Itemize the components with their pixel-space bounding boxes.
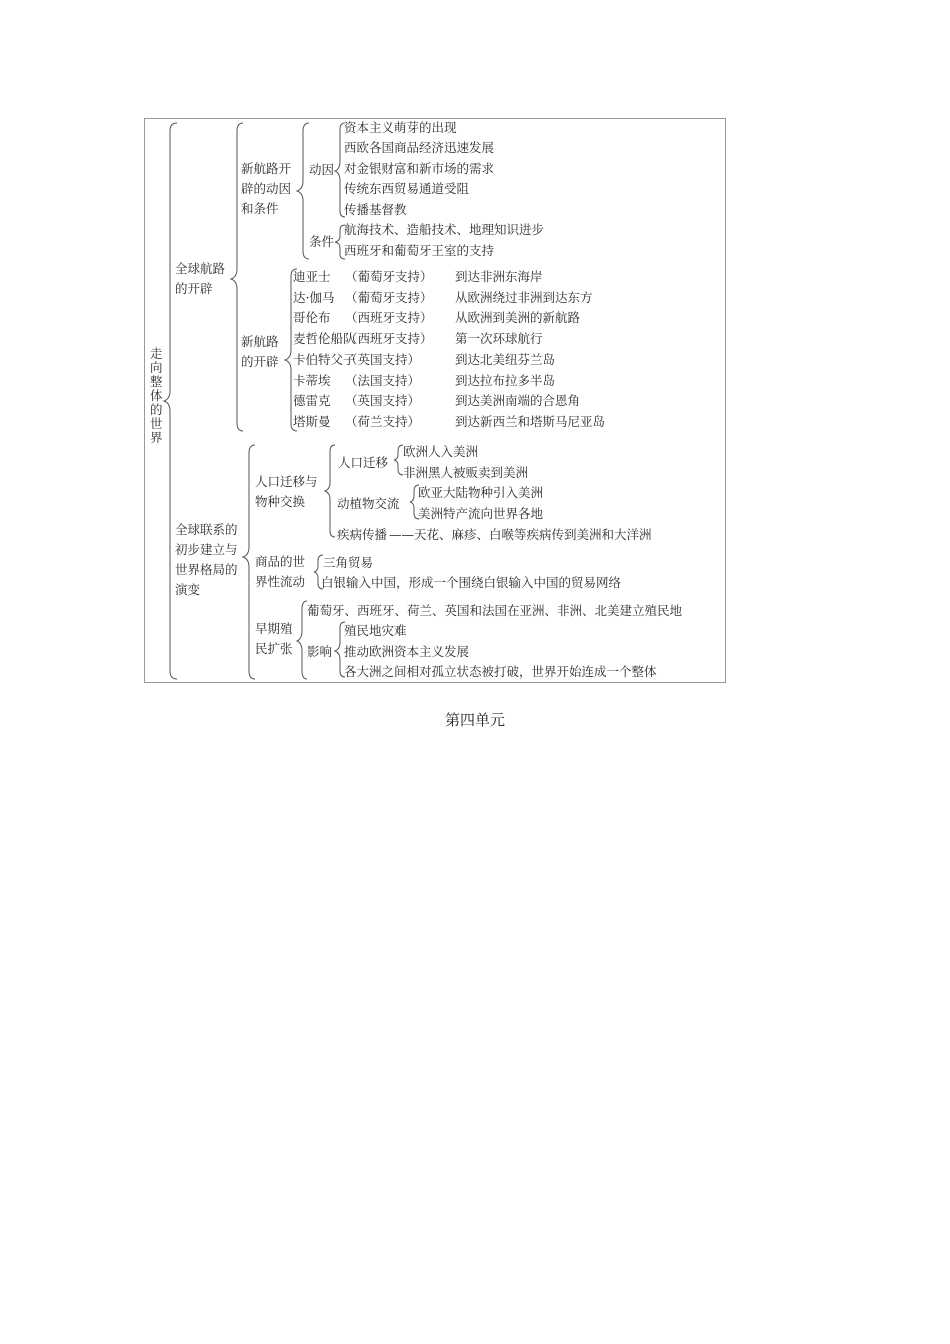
route-support: （英国支持） [345, 351, 421, 367]
root-label: 走向整体的世界 [150, 346, 163, 445]
route-route: 从欧洲绕过非洲到达东方 [455, 289, 593, 305]
condition-item: 航海技术、造船技术、地理知识进步 [344, 222, 545, 237]
route-support: （葡萄牙支持） [345, 289, 433, 305]
route-route: 到达新西兰和塔斯马尼亚岛 [455, 413, 606, 429]
motive-item: 西欧各国商品经济迅速发展 [344, 140, 495, 155]
route-route: 到达非洲东海岸 [455, 269, 543, 284]
knowledge-tree-diagram [144, 118, 726, 683]
route-support: （英国支持） [345, 393, 421, 409]
route-route: 第一次环球航行 [455, 331, 543, 347]
route-support: （葡萄牙支持） [345, 269, 433, 284]
route-name: 迪亚士 [293, 269, 331, 284]
route-name: 哥伦布 [293, 310, 331, 326]
part2-title: 全球联系的初步建立与世界格局的演变 [175, 522, 238, 597]
route-support: （西班牙支持） [345, 331, 433, 347]
motive-block-title: 新航路开辟的动因和条件 [241, 161, 292, 216]
motive-item: 传播基督教 [344, 202, 407, 217]
route-route: 到达美洲南端的合恩角 [455, 393, 581, 409]
part1-title: 全球航路的开辟 [175, 261, 226, 296]
colonial-fact: 葡萄牙、西班牙、荷兰、英国和法国在亚洲、非洲、北美建立殖民地 [307, 603, 683, 618]
trade-item: 三角贸易 [323, 555, 374, 570]
route-route: 到达拉布拉多半岛 [455, 372, 556, 388]
motive-item: 对金银财富和新市场的需求 [344, 161, 495, 176]
conditions-label: 条件 [309, 234, 335, 249]
route-name: 德雷克 [293, 393, 331, 409]
disease-text: ——天花、麻疹、白喉等疾病传到美洲和大洋洲 [389, 527, 652, 542]
impact-item: 殖民地灾难 [344, 623, 407, 638]
route-name: 卡伯特父子 [293, 351, 356, 367]
impact-label: 影响 [307, 644, 333, 659]
route-route: 从欧洲到美洲的新航路 [455, 310, 581, 326]
motive-item: 资本主义萌芽的出现 [344, 120, 457, 135]
population-item: 非洲黑人被贩卖到美洲 [403, 465, 529, 480]
route-name: 塔斯曼 [293, 413, 331, 429]
population-brace [394, 445, 403, 475]
species-item: 欧亚大陆物种引入美洲 [418, 485, 544, 500]
unit-caption: 第四单元 [444, 711, 505, 729]
routes-block-title: 新航路的开辟 [241, 334, 279, 369]
impact-item: 推动欧洲资本主义发展 [344, 644, 470, 659]
population-item: 欧洲人入美洲 [403, 444, 479, 459]
condition-item: 西班牙和葡萄牙王室的支持 [344, 243, 495, 258]
migration-title: 人口迁移与物种交换 [255, 474, 318, 509]
colonial-title: 早期殖民扩张 [255, 621, 293, 656]
disease-label: 疾病传播 [337, 527, 388, 542]
impact-item: 各大洲之间相对孤立状态被打破，世界开始连成一个整体 [344, 664, 657, 679]
population-label: 人口迁移 [338, 455, 389, 470]
species-item: 美洲特产流向世界各地 [418, 506, 544, 521]
trade-title: 商品的世界性流动 [255, 554, 306, 589]
route-support: （荷兰支持） [345, 413, 421, 429]
route-route: 到达北美纽芬兰岛 [455, 351, 556, 367]
route-name: 达·伽马 [293, 289, 335, 305]
route-support: （法国支持） [345, 372, 421, 388]
motives-label: 动因 [309, 162, 335, 177]
motive-item: 传统东西贸易通道受阻 [344, 181, 470, 196]
species-label: 动植物交流 [337, 496, 400, 511]
route-name: 卡蒂埃 [293, 372, 331, 388]
route-support: （西班牙支持） [345, 310, 433, 326]
trade-item: 白银输入中国，形成一个围绕白银输入中国的贸易网络 [321, 575, 622, 590]
route-name: 麦哲伦船队 [293, 331, 356, 347]
